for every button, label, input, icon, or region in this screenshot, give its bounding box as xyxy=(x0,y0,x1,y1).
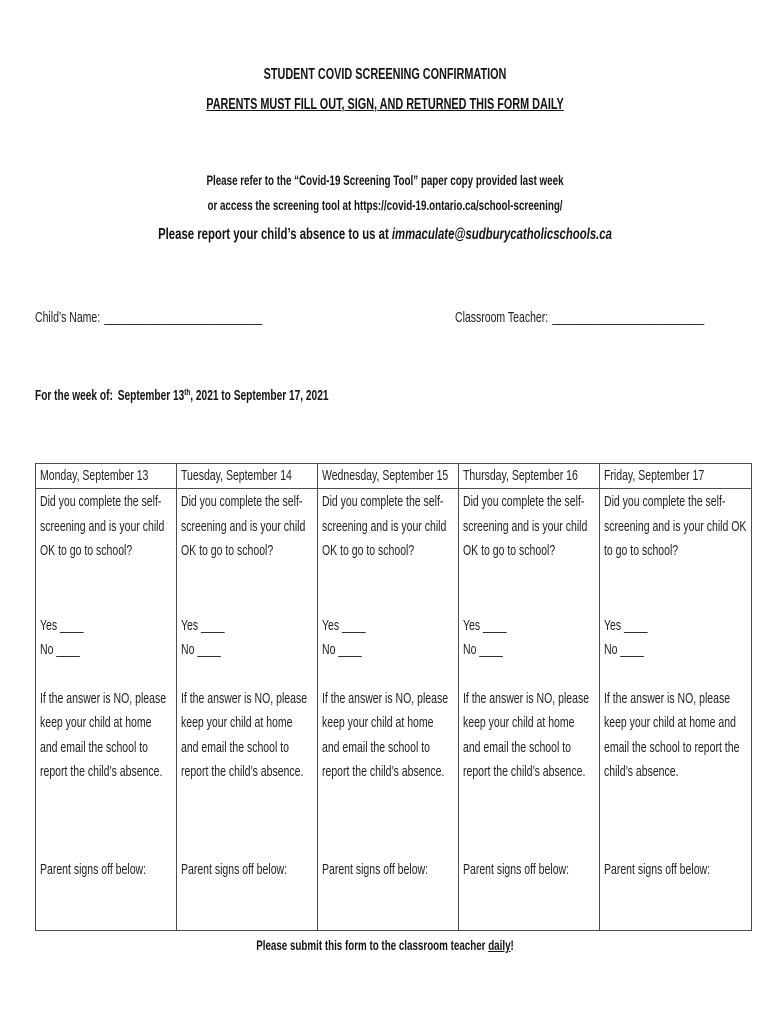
instruction-line: If the answer is NO, please xyxy=(40,689,167,707)
parent-sign-label: Parent signs off below: xyxy=(181,861,288,878)
week-range xyxy=(35,386,328,406)
week-end-date: , 2021 to September 17, 2021 xyxy=(190,388,329,404)
form-title: STUDENT COVID SCREENING CONFIRMATION xyxy=(263,66,507,83)
day-header-cell xyxy=(318,464,458,489)
day-header: Thursday, September 16 xyxy=(463,467,578,484)
child-name-field[interactable]: ___________________________ xyxy=(104,309,263,326)
submission-reminder xyxy=(116,935,655,955)
absence-instruction xyxy=(322,687,458,785)
day-body-cell xyxy=(459,489,599,883)
absence-instruction xyxy=(463,687,599,785)
instruction-line: email the school to report the xyxy=(604,738,740,756)
yes-answer-field[interactable]: Yes ____ xyxy=(181,616,225,634)
day-body-cell xyxy=(36,489,176,883)
submission-reminder-text: Please submit this form to the classroom teacher xyxy=(256,937,489,953)
absence-instruction xyxy=(181,687,317,785)
no-answer-field[interactable]: No ____ xyxy=(181,641,221,658)
day-column-wednesday xyxy=(317,464,458,930)
day-body-cell xyxy=(177,489,317,883)
day-header-cell xyxy=(459,464,599,489)
question-line: Did you complete the self- xyxy=(181,493,303,510)
teacher-row xyxy=(455,308,704,328)
form-subtitle: PARENTS MUST FILL OUT, SIGN, AND RETURNED THIS FORM DAILY xyxy=(206,96,564,113)
question-line: to go to school? xyxy=(604,542,679,559)
instruction-line: If the answer is NO, please xyxy=(322,689,449,707)
instruction-line: child’s absence. xyxy=(604,763,679,780)
instruction-line: If the answer is NO, please xyxy=(463,689,590,707)
day-column-monday xyxy=(36,464,176,930)
yes-answer-field[interactable]: Yes ____ xyxy=(322,616,366,634)
screening-question xyxy=(604,490,751,564)
question-line: Did you complete the self- xyxy=(463,493,585,510)
yes-answer-field[interactable]: Yes ____ xyxy=(40,616,84,634)
instruction-line: and email the school to xyxy=(322,738,430,756)
instruction-line: and email the school to xyxy=(40,738,148,756)
absence-report-line xyxy=(112,225,659,245)
question-line: screening and is your child xyxy=(40,517,165,535)
screening-tool-link[interactable]: https://covid-19.ontario.ca/school-screening/ xyxy=(353,197,563,213)
instruction-line: keep your child at home xyxy=(322,714,434,731)
parent-sign-label: Parent signs off below: xyxy=(322,861,429,878)
screening-table xyxy=(35,463,752,931)
question-line: Did you complete the self- xyxy=(604,493,726,510)
day-column-thursday xyxy=(458,464,599,930)
week-start-date: September 13 xyxy=(117,388,185,404)
week-label: For the week of: xyxy=(35,388,113,404)
day-column-tuesday xyxy=(176,464,317,930)
question-line: screening and is your child OK xyxy=(604,517,747,535)
no-answer-field[interactable]: No ____ xyxy=(322,641,362,658)
instruction-line: report the child’s absence. xyxy=(40,763,163,780)
instruction-line: and email the school to xyxy=(463,738,571,756)
question-line: OK to go to school? xyxy=(181,542,274,559)
question-line: OK to go to school? xyxy=(40,542,133,559)
question-line: Did you complete the self- xyxy=(322,493,444,510)
instruction-line: and email the school to xyxy=(181,738,289,756)
no-answer-field[interactable]: No ____ xyxy=(604,641,644,658)
day-header: Wednesday, September 15 xyxy=(322,467,449,484)
daily-emphasis: daily xyxy=(488,937,511,953)
parent-sign-label: Parent signs off below: xyxy=(40,861,147,878)
absence-report-text: Please report your child’s absence to us at xyxy=(158,226,392,243)
question-line: OK to go to school? xyxy=(322,542,415,559)
absence-instruction xyxy=(604,687,751,785)
yes-answer-field[interactable]: Yes ____ xyxy=(604,616,648,634)
day-header: Friday, September 17 xyxy=(604,467,705,484)
instruction-line: If the answer is NO, please xyxy=(181,689,308,707)
week-start-ordinal: th xyxy=(184,387,191,397)
instruction-line: keep your child at home xyxy=(181,714,293,731)
child-name-label: Child’s Name: xyxy=(35,309,101,326)
day-header-cell xyxy=(36,464,176,489)
parent-sign-label: Parent signs off below: xyxy=(463,861,570,878)
instruction-line: keep your child at home xyxy=(40,714,152,731)
child-name-row xyxy=(35,308,262,328)
question-line: Did you complete the self- xyxy=(40,493,162,510)
submission-reminder-end: ! xyxy=(510,937,514,953)
question-line: screening and is your child xyxy=(322,517,447,535)
day-header: Tuesday, September 14 xyxy=(181,467,292,484)
screening-tool-access-text: or access the screening tool at xyxy=(207,197,354,213)
screening-question xyxy=(322,490,458,564)
question-line: screening and is your child xyxy=(463,517,588,535)
parent-sign-label: Parent signs off below: xyxy=(604,861,711,878)
screening-question xyxy=(463,490,599,564)
yes-answer-field[interactable]: Yes ____ xyxy=(463,616,507,634)
screening-tool-instruction: Please refer to the “Covid-19 Screening Tool” paper copy provided last week xyxy=(206,172,564,188)
teacher-field[interactable]: __________________________ xyxy=(552,309,705,326)
instruction-line: report the child’s absence. xyxy=(181,763,304,780)
instruction-line: report the child’s absence. xyxy=(322,763,445,780)
day-header: Monday, September 13 xyxy=(40,467,149,484)
day-body-cell xyxy=(600,489,751,883)
instruction-line: keep your child at home xyxy=(463,714,575,731)
day-body-cell xyxy=(318,489,458,883)
question-line: OK to go to school? xyxy=(463,542,556,559)
absence-instruction xyxy=(40,687,176,785)
no-answer-field[interactable]: No ____ xyxy=(463,641,503,658)
no-answer-field[interactable]: No ____ xyxy=(40,641,80,658)
absence-email-link[interactable]: immaculate@sudburycatholicschools.ca xyxy=(391,226,612,243)
day-header-cell xyxy=(600,464,751,489)
screening-question xyxy=(181,490,317,564)
screening-tool-access-line xyxy=(116,195,655,215)
question-line: screening and is your child xyxy=(181,517,306,535)
day-column-friday xyxy=(599,464,751,930)
day-header-cell xyxy=(177,464,317,489)
screening-question xyxy=(40,490,176,564)
instruction-line: report the child’s absence. xyxy=(463,763,586,780)
instruction-line: If the answer is NO, please xyxy=(604,689,731,707)
instruction-line: keep your child at home and xyxy=(604,714,736,731)
teacher-label: Classroom Teacher: xyxy=(455,309,549,326)
